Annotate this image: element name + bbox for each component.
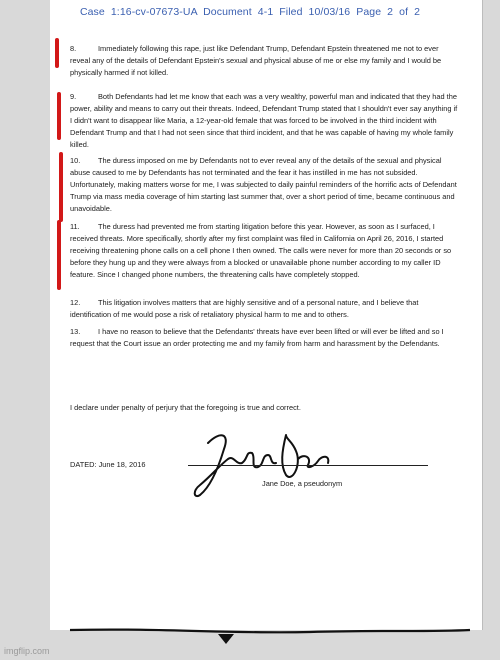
signature-line [188,465,428,466]
paragraph-10 [70,155,460,215]
paragraph-text: Both Defendants had let me know that each was a very wealthy, powerful man and indicated that they had the power, ability and means to carry out their threats. Indeed, Defendant Trump stated that I shouldn't ever say anything if I didn't want to disappear like Maria, a 12-year-old female that was forced to be involved in the third incident with Defendant Trump and that I had not seen since that third incident, and that he was capable of having my whole family killed. [70,92,458,150]
red-margin-mark-3 [59,152,63,222]
paragraph-number: 8. [70,44,77,53]
signature-name: Jane Doe, a pseudonym [262,479,343,488]
paragraph-number: 10. [70,156,81,165]
imgflip-watermark: imgflip.com [4,646,50,656]
paragraph-9 [70,91,460,151]
paragraph-number: 11. [70,222,80,231]
paragraph-text: The duress had prevented me from starting litigation before this year. However, as soon as I surfaced, I received threats. More specifically, shortly after my first complaint was filed in California on April 26, 2016, I started receiving threatening phone calls on a cell phone I then owned. The calls were never for more than 20 seconds or so before they hung up and they were always from a blocked or unavailable phone number according to my caller ID feature. Since I changed phone numbers, the threatening calls have completely stopped. [70,222,452,280]
paragraph-number: 9. [70,92,77,101]
paragraph-11 [70,221,460,281]
dated-line: DATED: June 18, 2016 [70,460,146,469]
red-margin-mark-2 [57,92,61,140]
paragraph-text: I have no reason to believe that the Defendants' threats have ever been lifted or will ever be lifted and so I request that the Court issue an order protecting me and my family from harm and harassment by the Defendants. [70,327,444,349]
paragraph-text: The duress imposed on me by Defendants not to ever reveal any of the details of the sexual and physical abuse caused to me by Defendants has not terminated and the fear it has instilled in me has not subsided. Unfortunately, making matters worse for me, I was subjected to daily painful reminders of the horrific acts of Defendant Trump via mass media coverage of him starting last summer that, over a short period of time, became continuous and unavoidable. [70,156,457,214]
perjury-declaration: I declare under penalty of perjury that the foregoing is true and correct. [70,403,301,412]
page-bottom-curl [50,610,482,650]
paragraph-13 [70,326,460,350]
paragraph-number: 13. [70,327,81,336]
paragraph-12 [70,297,460,321]
paragraph-text: Immediately following this rape, just like Defendant Trump, Defendant Epstein threatened me not to ever reveal any of the details of Defendant Epstein's sexual and physical abuse of me or else my family and I would be physically harmed if not killed. [70,44,442,78]
paragraph-text: This litigation involves matters that are highly sensitive and of a personal nature, and I believe that identification of me would pose a risk of retaliatory physical harm to me and to others. [70,298,419,320]
document-header: Case 1:16-cv-07673-UA Document 4-1 Filed 10/03/16 Page 2 of 2 [79,6,421,18]
red-margin-mark-1 [55,38,59,68]
paragraph-number: 12. [70,298,81,307]
red-margin-mark-4 [57,220,61,290]
paragraph-8 [70,43,460,79]
